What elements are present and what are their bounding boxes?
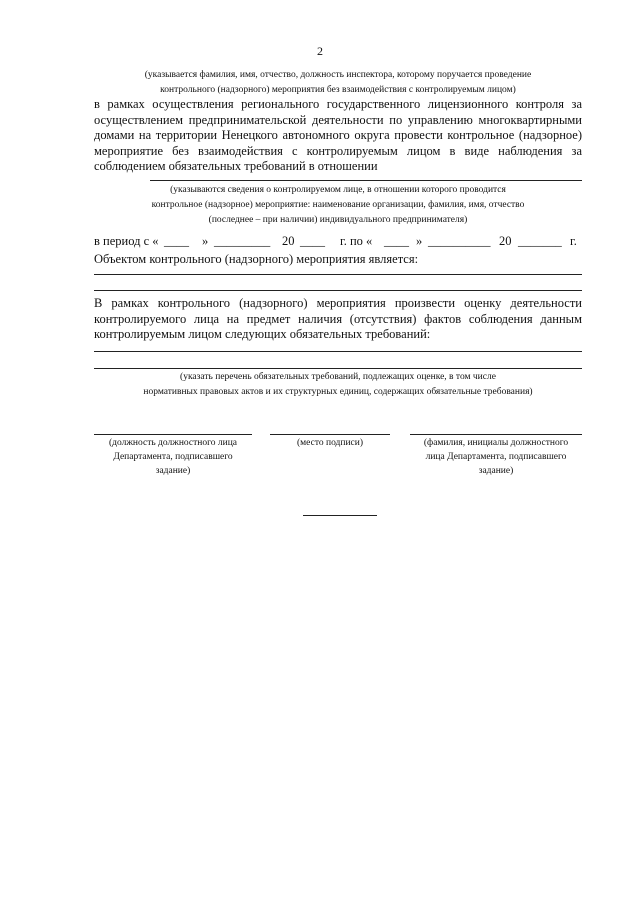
requirements-caption-line: (указать перечень обязательных требований, подлежащих оценке, в том числе <box>180 372 496 382</box>
period-middle: г. по « <box>340 234 373 248</box>
signature-caption-line: (должность должностного лица <box>108 438 238 448</box>
period-year-from-blank: ____ <box>300 234 325 248</box>
main-paragraph: в рамках осуществления регионального государственного лицензионного контроля за осуществлением предпринимательской деятельности по управлению многоквартирными домами на территории Ненецкого автономного округа провести контрольное (надзорное) мероприятие без взаимодействия с контролируемым лицом в виде наблюдения за соблюдением обязательных требований в отношении <box>94 97 582 173</box>
controlled-person-caption-line: (последнее – при наличии) индивидуального предпринимателя) <box>208 215 468 225</box>
controlled-person-caption-line: (указываются сведения о контролируемом лице, в отношении которого проводится <box>170 185 506 195</box>
end-separator-line <box>303 515 377 516</box>
period-year-to-blank: _______ <box>518 234 562 248</box>
period-suffix: г. <box>570 234 577 248</box>
page-number: 2 <box>317 44 323 58</box>
period-day-to-blank: ____ <box>384 234 409 248</box>
object-blank-line <box>94 274 582 275</box>
signature-caption-line: задание) <box>155 466 191 476</box>
requirements-blank-line <box>94 368 582 369</box>
requirements-caption-line: нормативных правовых актов и их структурных единиц, содержащих обязательные требования) <box>143 387 533 397</box>
period-month-to-blank: __________ <box>428 234 491 248</box>
requirements-blank-line <box>94 351 582 352</box>
period-close-quote: » <box>416 234 423 248</box>
signature-place-caption <box>262 436 398 450</box>
period-prefix: в период с « <box>94 234 159 248</box>
signature-name-line <box>410 434 582 435</box>
object-text: Объектом контрольного (надзорного) мероприятия является: <box>94 252 419 266</box>
signature-caption-line: лица Департамента, подписавшего <box>425 452 567 462</box>
signature-caption-line: (место подписи) <box>296 438 364 448</box>
inspector-caption-line: контрольного (надзорного) мероприятия без взаимодействия с контролируемым лицом) <box>160 85 516 95</box>
object-blank-line <box>94 290 582 291</box>
requirements-caption <box>94 370 582 400</box>
signature-caption-line: задание) <box>478 466 514 476</box>
signature-caption-line: (фамилия, инициалы должностного <box>423 438 569 448</box>
controlled-person-caption-line: контрольное (надзорное) мероприятие: наименование организации, фамилия, имя, отчество <box>151 200 525 210</box>
period-year-prefix: 20 <box>499 234 512 248</box>
signature-position-caption <box>90 436 256 478</box>
assessment-paragraph: В рамках контрольного (надзорного) мероприятия произвести оценку деятельности контролируемого лица на предмет наличия (отсутствия) фактов соблюдения данным контролируемым лицом следующих обязательных требований: <box>94 296 582 341</box>
signature-caption-line: Департамента, подписавшего <box>113 452 233 462</box>
inspector-caption <box>94 68 582 98</box>
controlled-person-caption <box>94 183 582 228</box>
signature-name-caption <box>404 436 588 478</box>
period-day-from-blank: ____ <box>164 234 189 248</box>
signature-position-line <box>94 434 252 435</box>
period-year-prefix: 20 <box>282 234 295 248</box>
period-month-from-blank: _________ <box>214 234 271 248</box>
signature-place-line <box>270 434 390 435</box>
controlled-person-blank-line <box>150 180 582 181</box>
period-close-quote: » <box>202 234 209 248</box>
inspector-caption-line: (указывается фамилия, имя, отчество, должность инспектора, которому поручается проведение <box>144 70 532 80</box>
